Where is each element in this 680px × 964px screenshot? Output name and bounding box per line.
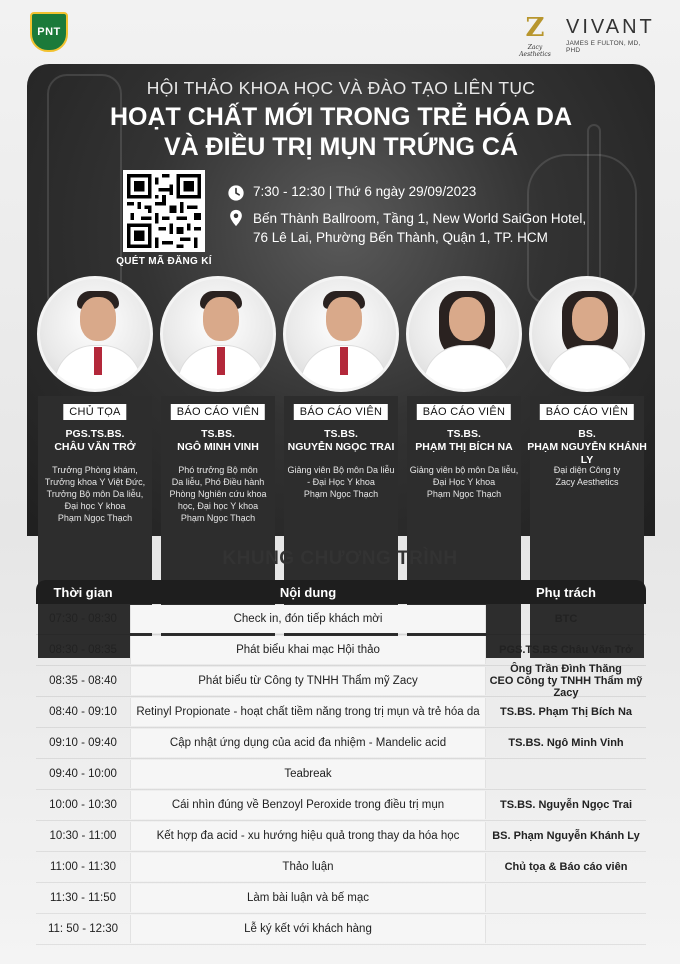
speaker-portrait-face xyxy=(449,297,485,341)
location-pin-icon xyxy=(227,209,245,227)
zacy-logo-text: Zacy Aesthetics xyxy=(519,44,551,58)
speaker-photo xyxy=(160,276,276,392)
speaker-photo xyxy=(37,276,153,392)
speaker-description-line: Trưởng Bộ môn Da liễu, xyxy=(46,489,144,499)
qr-label: QUÉT MÃ ĐĂNG KÍ xyxy=(116,256,212,267)
program-time: 10:30 - 11:00 xyxy=(49,830,117,842)
speaker-card xyxy=(280,276,402,499)
program-content: Check in, đón tiếp khách mời xyxy=(130,605,486,633)
speaker-description-line: Đại học Y khoa xyxy=(64,501,126,511)
event-location-row xyxy=(227,209,586,247)
speaker-description-line: Đại Học Y khoa xyxy=(432,477,496,487)
speaker-fullname: PHẠM THỊ BÍCH NA xyxy=(415,441,513,453)
program-owner xyxy=(486,737,646,749)
program-time: 10:00 - 10:30 xyxy=(49,799,117,811)
speaker-description-line: Đại diện Công ty xyxy=(553,465,621,475)
speaker-card xyxy=(34,276,156,523)
speaker-portrait-face xyxy=(572,297,608,341)
zacy-mark: Z xyxy=(525,13,545,43)
speaker-role-badge: BÁO CÁO VIÊN xyxy=(294,404,388,420)
program-content: Kết hợp đa acid - xu hướng hiệu quả trong thay da hóa học xyxy=(130,822,486,850)
speaker-description-line: học, Đại học Y khoa xyxy=(177,501,259,511)
speaker-description-line: Zacy Aesthetics xyxy=(555,477,619,487)
event-title xyxy=(27,102,655,162)
speaker-card xyxy=(157,276,279,523)
program-title: KHUNG CHƯƠNG TRÌNH xyxy=(222,548,458,569)
speaker-role-badge: BÁO CÁO VIÊN xyxy=(171,404,265,420)
program-row xyxy=(36,883,646,914)
program-time: 11: 50 - 12:30 xyxy=(47,923,119,935)
program-content: Thảo luận xyxy=(130,853,486,881)
program-table-header xyxy=(36,580,646,604)
program-table xyxy=(36,580,646,945)
program-time: 08:35 - 08:40 xyxy=(49,675,117,687)
program-content: Phát biểu từ Công ty TNHH Thẩm mỹ Zacy xyxy=(130,667,486,695)
speaker-description-line: Giảng viên Bộ môn Da liễu xyxy=(287,465,395,475)
speaker-description xyxy=(280,464,402,500)
speaker-portrait-face xyxy=(80,297,116,341)
header-content: Nội dung xyxy=(279,584,337,600)
program-row xyxy=(36,852,646,883)
program-owner-line: TS.BS. Nguyễn Ngọc Trai xyxy=(499,799,633,811)
speaker-description-line: Trưởng khoa Y Việt Đức, xyxy=(44,477,146,487)
program-owner-line: TS.BS. Ngô Minh Vinh xyxy=(508,737,624,749)
header-time: Thời gian xyxy=(53,584,113,600)
speaker-portrait-face xyxy=(326,297,362,341)
speaker-name xyxy=(280,428,402,454)
program-owner xyxy=(486,663,646,699)
speaker-description-line: Phó trưởng Bộ môn xyxy=(178,465,258,475)
speaker-role-badge: BÁO CÁO VIÊN xyxy=(417,404,511,420)
speaker-description-line: Phạm Ngọc Thạch xyxy=(303,489,379,499)
registration-qr-code[interactable] xyxy=(123,170,205,252)
speaker-photo xyxy=(283,276,399,392)
program-owner xyxy=(486,706,646,718)
speaker-degree: BS. xyxy=(578,428,596,440)
program-content: Làm bài luận và bế mạc xyxy=(130,884,486,912)
speaker-portrait-tie xyxy=(94,347,102,375)
speaker-portrait-face xyxy=(203,297,239,341)
speaker-portrait-tie xyxy=(340,347,348,375)
program-row xyxy=(36,790,646,821)
speaker-description xyxy=(34,464,156,524)
speaker-description xyxy=(157,464,279,524)
program-time: 08:30 - 08:35 xyxy=(49,644,117,656)
speaker-portrait-tie xyxy=(217,347,225,375)
program-owner-line: TS.BS. Phạm Thị Bích Na xyxy=(499,706,633,718)
program-row xyxy=(36,635,646,666)
program-time: 07:30 - 08:30 xyxy=(49,613,117,625)
program-owner xyxy=(486,613,646,625)
program-owner-line: BTC xyxy=(554,613,578,625)
program-content: Phát biểu khai mạc Hội thảo xyxy=(130,636,486,664)
event-title-line: VÀ ĐIỀU TRỊ MỤN TRỨNG CÁ xyxy=(163,133,519,161)
program-owner-line: Chủ tọa & Báo cáo viên xyxy=(504,861,628,873)
speaker-description-line: Giảng viên bộ môn Da liễu, xyxy=(409,465,519,475)
speaker-degree: PGS.TS.BS. xyxy=(65,428,125,440)
speaker-fullname: NGUYỄN NGỌC TRAI xyxy=(287,441,395,453)
program-content: Teabreak xyxy=(130,760,486,788)
program-owner xyxy=(486,861,646,873)
event-time-row xyxy=(227,184,476,202)
speaker-degree: TS.BS. xyxy=(447,428,481,440)
speaker-description-line: Da liễu, Phó Điều hành xyxy=(171,477,265,487)
clock-icon xyxy=(227,184,245,202)
program-table-body xyxy=(36,604,646,945)
program-time: 09:10 - 09:40 xyxy=(49,737,117,749)
program-row xyxy=(36,914,646,945)
speaker-card xyxy=(403,276,525,499)
speaker-description-line: Phạm Ngọc Thạch xyxy=(57,513,133,523)
speaker-description xyxy=(526,464,648,488)
speaker-role-badge: BÁO CÁO VIÊN xyxy=(540,404,634,420)
speaker-description xyxy=(403,464,525,500)
vivant-subtitle: JAMES E FULTON, MD, PHD xyxy=(566,40,641,54)
zacy-logo xyxy=(513,12,557,58)
speaker-degree: TS.BS. xyxy=(324,428,358,440)
event-time: 7:30 - 12:30 | Thứ 6 ngày 29/09/2023 xyxy=(253,184,477,199)
vivant-name: VIVANT xyxy=(566,16,655,38)
speaker-description-line: - Đại Học Y khoa xyxy=(307,477,375,487)
program-owner xyxy=(486,830,646,842)
speaker-description-line: Trưởng Phòng khám, xyxy=(52,465,138,475)
speaker-name xyxy=(157,428,279,454)
program-owner-line: CEO Công ty TNHH Thẩm mỹ Zacy xyxy=(489,675,643,699)
program-row xyxy=(36,663,646,699)
event-location-line: 76 Lê Lai, Phường Bến Thành, Quận 1, TP. HCM xyxy=(253,230,548,245)
speaker-card xyxy=(526,276,648,487)
program-owner-line: Ông Trần Đình Thăng xyxy=(510,663,622,675)
program-time: 09:40 - 10:00 xyxy=(49,768,117,780)
program-owner-line: PGS.TS.BS Châu Văn Trở xyxy=(499,644,633,656)
program-owner xyxy=(486,799,646,811)
program-content: Retinyl Propionate - hoạt chất tiềm năng trong trị mụn và trẻ hóa da xyxy=(130,698,486,726)
program-time: 08:40 - 09:10 xyxy=(49,706,117,718)
program-row xyxy=(36,821,646,852)
program-owner-line: BS. Phạm Nguyễn Khánh Ly xyxy=(492,830,640,842)
speaker-fullname: CHÂU VĂN TRỞ xyxy=(54,441,136,453)
program-row xyxy=(36,604,646,635)
program-owner xyxy=(486,644,646,656)
speaker-photo xyxy=(529,276,645,392)
qr-code-icon xyxy=(127,174,201,248)
program-row xyxy=(36,697,646,728)
program-row xyxy=(36,759,646,790)
event-location-line: Bến Thành Ballroom, Tầng 1, New World SaiGon Hotel, xyxy=(253,211,587,226)
speaker-description-line: Phạm Ngọc Thạch xyxy=(426,489,502,499)
speaker-description-line: Phạm Ngọc Thạch xyxy=(180,513,256,523)
speaker-portrait-coat xyxy=(423,345,511,392)
speaker-fullname: PHẠM NGUYỄN KHÁNH LY xyxy=(527,441,647,466)
program-content: Lễ ký kết với khách hàng xyxy=(130,915,486,943)
speaker-role-badge: CHỦ TỌA xyxy=(63,404,126,420)
program-time: 11:00 - 11:30 xyxy=(49,861,117,873)
speaker-degree: TS.BS. xyxy=(201,428,235,440)
top-bar xyxy=(0,0,680,70)
speaker-fullname: NGÔ MINH VINH xyxy=(177,441,259,453)
speaker-portrait-coat xyxy=(546,345,634,392)
speaker-name xyxy=(34,428,156,454)
program-content: Cái nhìn đúng về Benzoyl Peroxide trong điều trị mụn xyxy=(130,791,486,819)
program-content: Cập nhật ứng dụng của acid đa nhiệm - Mandelic acid xyxy=(130,729,486,757)
program-time: 11:30 - 11:50 xyxy=(49,892,117,904)
event-series-title: HỘI THẢO KHOA HỌC VÀ ĐÀO TẠO LIÊN TỤC xyxy=(146,78,536,98)
speaker-description-line: Phòng Nghiên cứu khoa xyxy=(169,489,267,499)
speaker-name xyxy=(526,428,648,467)
vivant-logo xyxy=(566,16,656,54)
speaker-photo xyxy=(406,276,522,392)
event-title-line: HOẠT CHẤT MỚI TRONG TRẺ HÓA DA xyxy=(109,103,573,131)
pnt-logo: PNT xyxy=(30,12,68,52)
speaker-name xyxy=(403,428,525,454)
header-owner: Phụ trách xyxy=(536,584,596,600)
program-row xyxy=(36,728,646,759)
